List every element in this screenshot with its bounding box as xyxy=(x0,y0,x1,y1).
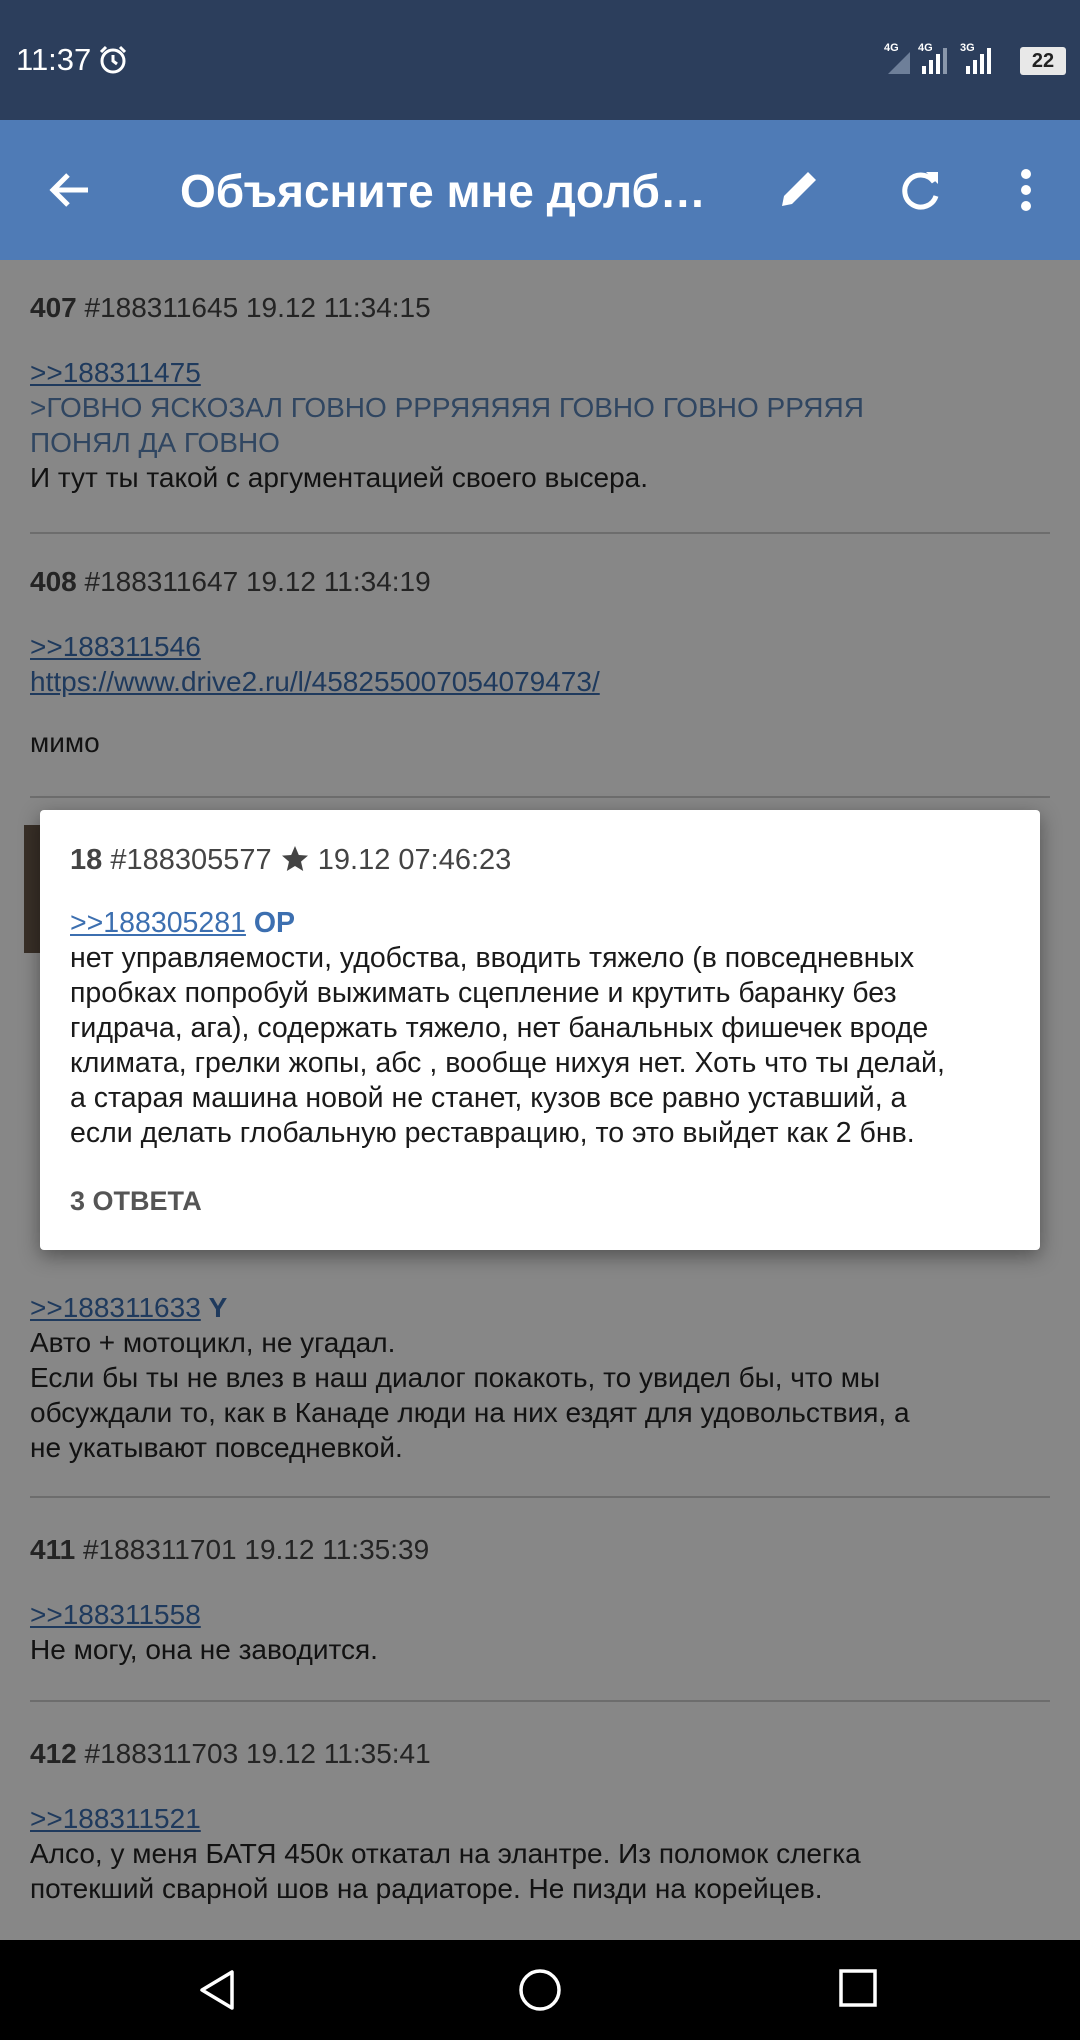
post-text: И тут ты такой с аргументацией своего высера. xyxy=(30,462,649,493)
post-text: Авто + мотоцикл, не угадал. xyxy=(30,1327,396,1358)
status-bar xyxy=(0,0,1080,120)
star-icon xyxy=(280,844,310,874)
post-text: Алсо, у меня БАТЯ 450к откатал на элантре. Из поломок слегка xyxy=(30,1838,861,1869)
nav-home-icon[interactable] xyxy=(518,1968,562,2012)
reply-link[interactable]: >>188311475 xyxy=(30,357,201,388)
nav-back-icon[interactable] xyxy=(196,1968,240,2012)
post-text: а старая машина новой не станет, кузов все равно уставший, а xyxy=(70,1082,907,1114)
post-id: #188311701 xyxy=(82,1534,237,1565)
reply-link[interactable]: >>188305281 xyxy=(70,907,246,939)
post-number: 407 xyxy=(30,292,77,323)
post-text: не укатывают повседневкой. xyxy=(30,1432,403,1463)
signal-icon xyxy=(920,44,950,76)
post-text: Если бы ты не влез в наш диалог покакоть, то увидел бы, что мы xyxy=(30,1362,881,1393)
dialog-header xyxy=(70,844,511,877)
status-time: 11:37 xyxy=(16,42,92,77)
post-preview-dialog xyxy=(40,810,1040,1250)
post-id: #188311703 xyxy=(84,1738,239,1769)
post-text: потекший сварной шов на радиаторе. Не пизди на корейцев. xyxy=(30,1873,823,1904)
post-time: 19.12 11:34:19 xyxy=(245,566,431,597)
reply-suffix: Y xyxy=(208,1292,228,1323)
more-vert-icon[interactable] xyxy=(1016,166,1036,214)
post-number: 18 xyxy=(70,844,103,876)
signal-icon xyxy=(962,44,996,76)
post-time: 19.12 11:34:15 xyxy=(245,292,431,323)
replies-button[interactable]: 3 ОТВЕТА xyxy=(70,1186,202,1216)
dialog-body xyxy=(70,906,1020,1151)
signal-label-2: 4G xyxy=(918,42,933,54)
refresh-icon[interactable] xyxy=(896,166,944,214)
post-text: гидрача, ага), содержать тяжело, нет банальных фишечек вроде xyxy=(70,1012,929,1044)
post-text: мимо xyxy=(30,727,100,758)
signal-label-1: 4G xyxy=(884,42,899,54)
post-time: 19.12 07:46:23 xyxy=(317,844,512,876)
post-id: #188311645 xyxy=(84,292,239,323)
signal-icon xyxy=(886,44,912,76)
back-arrow-icon[interactable] xyxy=(48,168,92,212)
external-link[interactable]: https://www.drive2.ru/l/458255007054079473/ xyxy=(30,666,600,697)
reply-link[interactable]: >>188311521 xyxy=(30,1803,201,1834)
post-id: #188311647 xyxy=(84,566,239,597)
quote-text: >ГОВНО ЯСКОЗАЛ ГОВНО РРРЯЯЯЯЯ ГОВНО ГОВНО РРЯЯЯ xyxy=(30,392,864,423)
nav-recents-icon[interactable] xyxy=(838,1968,878,2008)
post-time: 19.12 11:35:39 xyxy=(244,1534,430,1565)
app-bar xyxy=(0,120,1080,260)
reply-link[interactable]: >>188311558 xyxy=(30,1599,201,1630)
signal-label-3: 3G xyxy=(960,42,975,54)
navigation-bar xyxy=(0,1940,1080,2040)
op-badge: OP xyxy=(253,907,296,939)
alarm-icon xyxy=(97,44,129,76)
post-text: климата, грелки жопы, абс , вообще нихуя нет. Хоть что ты делай, xyxy=(70,1047,945,1079)
post-id: #188305577 xyxy=(110,844,272,876)
pencil-icon[interactable] xyxy=(774,164,824,214)
post-text: пробках попробуй выжимать сцепление и крутить баранку без xyxy=(70,977,897,1009)
post-text: если делать глобальную реставрацию, то это выйдет как 2 бнв. xyxy=(70,1117,915,1149)
quote-text: ПОНЯЛ ДА ГОВНО xyxy=(30,427,280,458)
post-text: нет управляемости, удобства, вводить тяжело (в повседневных xyxy=(70,942,915,974)
battery-indicator: 22 xyxy=(1020,47,1066,75)
post-text: Не могу, она не заводится. xyxy=(30,1634,378,1665)
post-text: обсуждали то, как в Канаде люди на них ездят для удовольствия, а xyxy=(30,1397,910,1428)
reply-link[interactable]: >>188311633 xyxy=(30,1292,201,1323)
post-number: 412 xyxy=(30,1738,77,1769)
post-number: 408 xyxy=(30,566,77,597)
page-title: Объясните мне долб… xyxy=(180,165,706,217)
reply-link[interactable]: >>188311546 xyxy=(30,631,201,662)
post-time: 19.12 11:35:41 xyxy=(245,1738,431,1769)
post-number: 411 xyxy=(30,1534,76,1565)
